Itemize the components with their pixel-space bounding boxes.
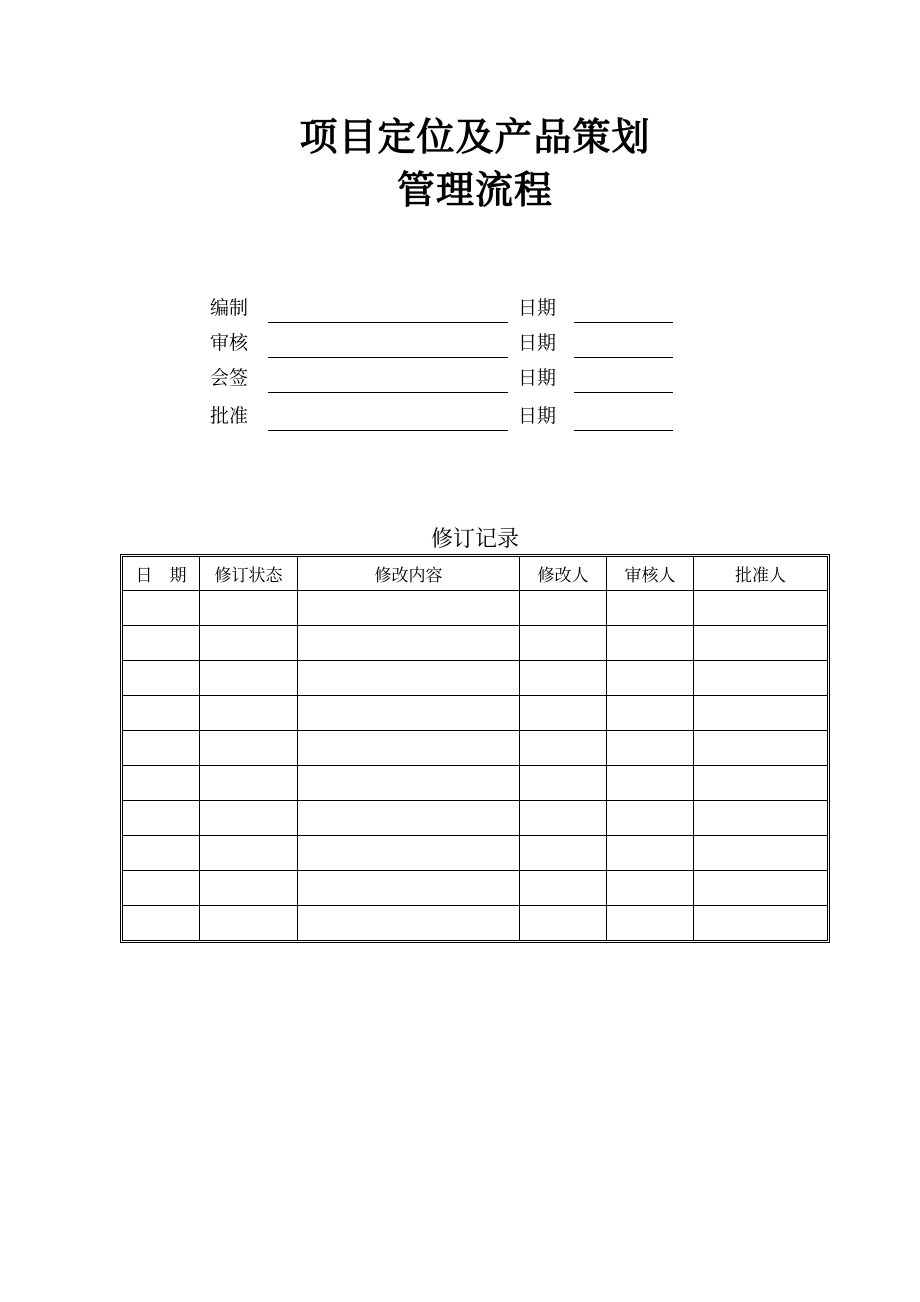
table-cell <box>520 871 607 906</box>
signature-line <box>268 430 508 431</box>
signoff-row-prepared <box>0 296 920 330</box>
table-cell <box>520 591 607 626</box>
table-cell <box>123 731 200 766</box>
table-cell <box>607 661 694 696</box>
table-cell <box>123 836 200 871</box>
table-cell <box>694 731 827 766</box>
table-cell <box>123 696 200 731</box>
revision-record-table <box>120 554 830 943</box>
table-cell <box>694 696 827 731</box>
table-cell <box>520 626 607 661</box>
header-date: 日 期 <box>123 557 200 591</box>
table-cell <box>200 731 298 766</box>
table-cell <box>607 731 694 766</box>
table-row <box>123 801 827 836</box>
table-cell <box>607 836 694 871</box>
table-cell <box>298 836 520 871</box>
date-line <box>574 430 673 431</box>
table-cell <box>694 871 827 906</box>
signature-line <box>268 357 508 358</box>
table-cell <box>200 836 298 871</box>
table-cell <box>200 766 298 801</box>
date-line <box>574 392 673 393</box>
table-cell <box>520 836 607 871</box>
table-cell <box>200 871 298 906</box>
signoff-row-countersigned <box>0 366 920 400</box>
date-label: 日期 <box>518 405 557 427</box>
table-cell <box>607 626 694 661</box>
table-cell <box>298 591 520 626</box>
table-cell <box>694 836 827 871</box>
table-cell <box>694 906 827 940</box>
table-cell <box>694 626 827 661</box>
table-cell <box>607 696 694 731</box>
signoff-label: 审核 <box>210 332 249 354</box>
table-cell <box>520 906 607 940</box>
header-approved-by: 批准人 <box>694 557 827 591</box>
signature-line <box>268 392 508 393</box>
date-line <box>574 357 673 358</box>
table-cell <box>200 696 298 731</box>
table-row <box>123 906 827 940</box>
table-cell <box>298 731 520 766</box>
table-cell <box>200 626 298 661</box>
table-row <box>123 696 827 731</box>
table-cell <box>607 801 694 836</box>
table-cell <box>298 766 520 801</box>
table-cell <box>694 766 827 801</box>
table-cell <box>123 801 200 836</box>
signoff-row-reviewed <box>0 331 920 365</box>
table-row <box>123 626 827 661</box>
header-change-content: 修改内容 <box>298 557 520 591</box>
table-cell <box>607 591 694 626</box>
table-cell <box>123 626 200 661</box>
table-cell <box>298 626 520 661</box>
signoff-row-approved <box>0 404 920 438</box>
date-label: 日期 <box>518 367 557 389</box>
date-line <box>574 322 673 323</box>
table-cell <box>123 661 200 696</box>
table-cell <box>607 766 694 801</box>
table-cell <box>607 906 694 940</box>
document-title: 项目定位及产品策划 <box>299 114 651 159</box>
table-cell <box>123 871 200 906</box>
table-cell <box>200 906 298 940</box>
signature-line <box>268 322 508 323</box>
table-cell <box>123 591 200 626</box>
document-subtitle: 管理流程 <box>396 167 553 212</box>
table-cell <box>123 766 200 801</box>
table-row <box>123 661 827 696</box>
table-cell <box>298 871 520 906</box>
table-row <box>123 591 827 626</box>
table-cell <box>694 801 827 836</box>
table-cell <box>298 801 520 836</box>
table-row <box>123 871 827 906</box>
table-row <box>123 731 827 766</box>
table-row <box>123 836 827 871</box>
table-cell <box>694 661 827 696</box>
table-cell <box>298 661 520 696</box>
date-label: 日期 <box>518 297 557 319</box>
date-label: 日期 <box>518 332 557 354</box>
table-cell <box>520 731 607 766</box>
table-cell <box>694 591 827 626</box>
signoff-label: 批准 <box>210 405 249 427</box>
table-cell <box>298 696 520 731</box>
table-cell <box>520 696 607 731</box>
table-cell <box>200 801 298 836</box>
table-cell <box>520 661 607 696</box>
revision-record-caption: 修订记录 <box>430 527 519 552</box>
header-modified-by: 修改人 <box>520 557 607 591</box>
table-cell <box>200 591 298 626</box>
header-revision-status: 修订状态 <box>200 557 298 591</box>
table-header-row <box>123 557 827 591</box>
table-row <box>123 766 827 801</box>
table-cell <box>200 661 298 696</box>
signoff-label: 会签 <box>210 367 249 389</box>
header-reviewed-by: 审核人 <box>607 557 694 591</box>
table-cell <box>607 871 694 906</box>
table-cell <box>298 906 520 940</box>
table-cell <box>520 801 607 836</box>
signoff-label: 编制 <box>210 297 249 319</box>
table-cell <box>520 766 607 801</box>
table-cell <box>123 906 200 940</box>
